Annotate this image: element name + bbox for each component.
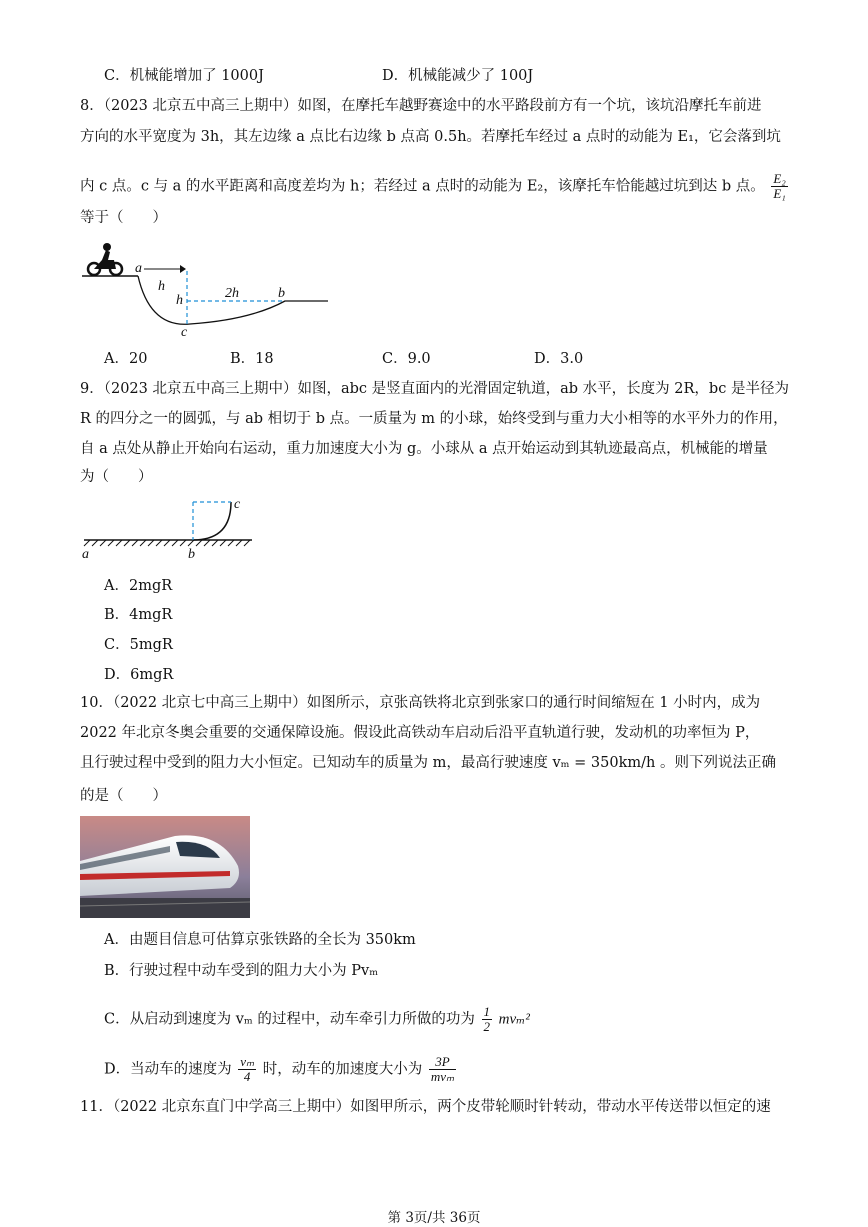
- q8-label-2h: 2h: [225, 286, 239, 301]
- q9-option-a: A．2mgR: [104, 578, 173, 594]
- q10-option-d: [104, 1055, 458, 1084]
- q8-label-c: c: [181, 325, 188, 338]
- q8-option-a: A．20: [104, 351, 148, 367]
- q10-option-c-frac: [482, 1005, 493, 1034]
- q9-figure-track: [80, 494, 260, 564]
- q8-line-4: 等于（ ）: [80, 210, 167, 226]
- frac-den: 4: [243, 1069, 251, 1084]
- q9-option-c: C．5mgR: [104, 637, 173, 653]
- q8-frac-den: E₁: [773, 186, 786, 201]
- q8-option-b: B．18: [230, 351, 274, 367]
- q8-label-b: b: [278, 286, 285, 301]
- motorcycle-icon: [88, 243, 122, 275]
- q10-line-4: 的是（ ）: [80, 788, 167, 804]
- q10-option-d-text1: D．当动车的速度为: [104, 1061, 232, 1078]
- q10-option-c: [104, 1005, 530, 1034]
- q8-fraction: [771, 172, 787, 201]
- q10-option-b: B．行驶过程中动车受到的阻力大小为 Pvₘ: [104, 963, 379, 979]
- q7-option-d: D．机械能减少了 100J: [382, 68, 534, 84]
- q9-label-c: c: [234, 497, 241, 512]
- frac-den: 2: [483, 1019, 491, 1034]
- q10-line-1: 10．（2022 北京七中高三上期中）如图所示，京张高铁将北京到张家口的通行时间缩短在 1 小时内，成为: [80, 695, 761, 711]
- q10-option-c-text: C．从启动到速度为 vₘ 的过程中，动车牵引力所做的功为: [104, 1011, 475, 1028]
- frac-num: vₘ: [240, 1054, 255, 1069]
- q8-figure-pit: [80, 238, 340, 338]
- train-photo: [80, 816, 250, 918]
- q9-line-1: 9．（2023 北京五中高三上期中）如图，abc 是竖直面内的光滑固定轨道，ab 水平，长度为 2R，bc 是半径为: [80, 381, 789, 397]
- q8-option-c: C．9.0: [382, 351, 431, 367]
- q8-frac-num: E₂: [773, 171, 786, 186]
- frac-den: mvₘ: [430, 1069, 455, 1084]
- q10-option-d-frac1: [238, 1055, 256, 1084]
- q8-line-1: 8．（2023 北京五中高三上期中）如图，在摩托车越野赛途中的水平路段前方有一个坑，该坑沿摩托车前进: [80, 98, 762, 114]
- q9-line-4: 为（ ）: [80, 469, 153, 485]
- frac-num: 3P: [429, 1055, 456, 1070]
- q8-line-3-text: 内 c 点。c 与 a 的水平距离和高度差均为 h；若经过 a 点时的动能为 E₂，该摩托车恰能越过坑到达 b 点。: [80, 178, 765, 195]
- q7-option-c: C．机械能增加了 1000J: [104, 68, 264, 84]
- q8-label-h1: h: [158, 279, 165, 294]
- q8-option-d: D．3.0: [534, 351, 584, 367]
- q8-label-h2: h: [176, 293, 183, 308]
- q10-option-c-expr: mvₘ²: [498, 1011, 530, 1028]
- q10-option-a: A．由题目信息可估算京张铁路的全长为 350km: [104, 932, 416, 948]
- q10-line-3: 且行驶过程中受到的阻力大小恒定。已知动车的质量为 m，最高行驶速度 vₘ = 350km/h 。则下列说法正确: [80, 755, 776, 771]
- q8-line-3: [80, 172, 790, 201]
- q9-label-b: b: [188, 547, 195, 562]
- q9-line-2: R 的四分之一的圆弧，与 ab 相切于 b 点。一质量为 m 的小球，始终受到与重力大小相等的水平外力的作用，: [80, 411, 788, 427]
- frac-num: 1: [483, 1004, 491, 1019]
- page-footer: 第 3页/共 36页: [387, 1210, 481, 1226]
- q9-label-a: a: [82, 547, 89, 562]
- q9-line-3: 自 a 点处从静止开始向右运动，重力加速度大小为 g。小球从 a 点开始运动到其轨迹最高点，机械能的增量: [80, 441, 768, 457]
- q10-line-2: 2022 年北京冬奥会重要的交通保障设施。假设此高铁动车启动后沿平直轨道行驶，发动机的功率恒为 P，: [80, 725, 760, 741]
- q8-label-a: a: [135, 261, 142, 276]
- q9-option-b: B．4mgR: [104, 607, 173, 623]
- q11-line-1: 11．（2022 北京东直门中学高三上期中）如图甲所示，两个皮带轮顺时针转动，带动水平传送带以恒定的速: [80, 1099, 771, 1115]
- q10-option-d-text2: 时，动车的加速度大小为: [262, 1061, 423, 1078]
- q9-option-d: D．6mgR: [104, 667, 174, 683]
- q8-line-2: 方向的水平宽度为 3h，其左边缘 a 点比右边缘 b 点高 0.5h。若摩托车经过 a 点时的动能为 E₁，它会落到坑: [80, 129, 781, 145]
- q10-option-d-frac2: [429, 1055, 456, 1084]
